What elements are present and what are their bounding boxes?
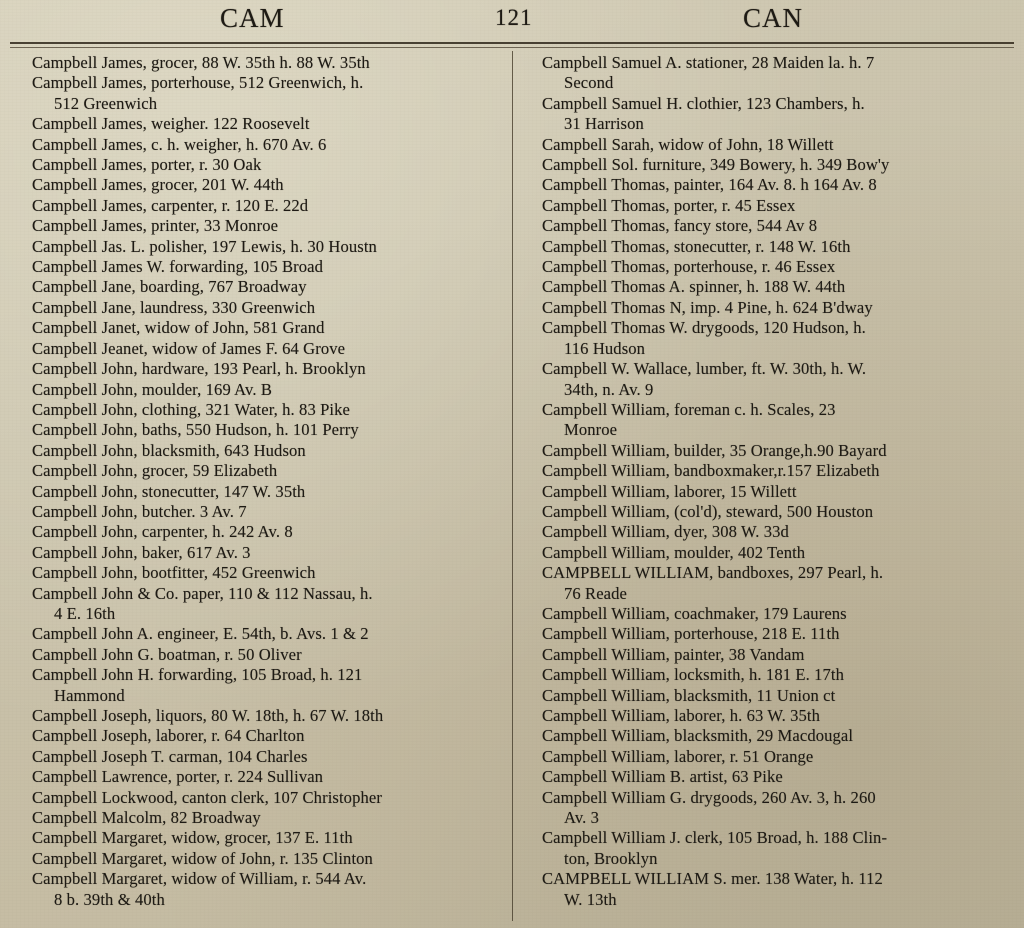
entry-line: Campbell William, porterhouse, 218 E. 11th [542,624,840,644]
entry-line: Campbell John, baker, 617 Av. 3 [32,542,251,562]
entry-continuation-line: Monroe [564,420,618,440]
entry-line: Campbell William J. clerk, 105 Broad, h. 188 Clin- [542,828,888,848]
directory-entry [526,502,1010,522]
entry-line: Campbell Thomas W. drygoods, 120 Hudson, h. [542,318,866,338]
entry-line: Campbell John, hardware, 193 Pearl, h. Brooklyn [32,359,366,379]
directory-entry [526,604,1010,624]
entry-line: Campbell Thomas N, imp. 4 Pine, h. 624 B'dway [542,297,873,317]
entry-line: Campbell Sarah, widow of John, 18 Willett [542,134,834,154]
entry-line: Campbell John, bootfitter, 452 Greenwich [32,563,316,583]
directory-entry [16,420,502,440]
entry-line: Campbell Margaret, widow of William, r. 544 Av. [32,869,367,889]
directory-entry [526,155,1010,175]
entry-line: Campbell Margaret, widow, grocer, 137 E. 11th [32,828,353,848]
entry-continuation-line: 76 Reade [564,583,628,603]
entry-continuation-line: 31 Harrison [564,114,644,134]
directory-entry [16,869,502,910]
column-left [8,51,512,927]
directory-entry [526,747,1010,767]
entry-line: Campbell John, carpenter, h. 242 Av. 8 [32,522,293,542]
entry-line: CAMPBELL WILLIAM S. mer. 138 Water, h. 112 [542,869,883,889]
directory-entry [526,237,1010,257]
catchword-right: CAN [743,3,804,33]
directory-entry [526,563,1010,604]
entry-line: Campbell John H. forwarding, 105 Broad, h. 121 [32,665,363,685]
entry-line: Campbell William G. drygoods, 260 Av. 3, h. 260 [542,787,876,807]
entry-line: Campbell William, dyer, 308 W. 33d [542,522,789,542]
entry-line: Campbell James, porter, r. 30 Oak [32,155,262,175]
directory-entry [16,441,502,461]
directory-entry [16,767,502,787]
directory-entry [526,135,1010,155]
directory-entry [16,747,502,767]
entry-line: Campbell Thomas, porter, r. 45 Essex [542,195,796,215]
entry-line: Campbell William, bandboxmaker,r.157 Elizabeth [542,461,880,481]
entry-line: Campbell John, baths, 550 Hudson, h. 101 Perry [32,420,359,440]
directory-entry [16,359,502,379]
entry-line: Campbell William, laborer, 15 Willett [542,481,797,501]
entry-line: Campbell John & Co. paper, 110 & 112 Nassau, h. [32,583,373,603]
directory-entry [16,175,502,195]
entry-line: Campbell James, carpenter, r. 120 E. 22d [32,195,309,215]
entry-line: Campbell Jane, boarding, 767 Broadway [32,277,307,297]
entry-line: Campbell William, blacksmith, 29 Macdougal [542,726,854,746]
entry-line: Campbell William, builder, 35 Orange,h.90 Bayard [542,440,887,460]
directory-entry [526,828,1010,869]
directory-entry [526,726,1010,746]
entry-continuation-line: 8 b. 39th & 40th [54,889,165,909]
entry-line: Campbell William, painter, 38 Vandam [542,644,805,664]
directory-entry [526,767,1010,787]
columns-container [8,51,1016,927]
directory-entry [526,645,1010,665]
entry-line: Campbell Jane, laundress, 330 Greenwich [32,297,316,317]
directory-entry [526,257,1010,277]
directory-entry [526,277,1010,297]
directory-entry [16,543,502,563]
directory-entry [526,216,1010,236]
directory-entry [526,441,1010,461]
directory-entry [16,135,502,155]
entry-line: Campbell William, laborer, r. 51 Orange [542,746,814,766]
entry-line: Campbell Thomas, painter, 164 Av. 8. h 164 Av. 8 [542,175,877,195]
entry-line: Campbell William, laborer, h. 63 W. 35th [542,706,820,725]
directory-entry [526,318,1010,359]
entry-line: Campbell Janet, widow of John, 581 Grand [32,318,325,338]
directory-entry [16,400,502,420]
entry-line: Campbell William B. artist, 63 Pike [542,767,783,787]
entry-line: Campbell William, blacksmith, 11 Union ct [542,685,836,705]
entry-line: Campbell John, clothing, 321 Water, h. 83 Pike [32,399,351,419]
directory-entry [16,339,502,359]
column-divider [512,51,513,921]
directory-entry [16,828,502,848]
entry-line: Campbell Joseph T. carman, 104 Charles [32,746,308,766]
directory-entry [526,94,1010,135]
entry-continuation-line: Av. 3 [564,808,600,828]
entry-line: Campbell William, foreman c. h. Scales, 23 [542,399,836,419]
entry-line: Campbell John, grocer, 59 Elizabeth [32,461,278,481]
entry-line: Campbell Thomas, fancy store, 544 Av 8 [542,216,818,236]
entry-line: Campbell Thomas, porterhouse, r. 46 Essex [542,257,836,277]
directory-entry [16,155,502,175]
directory-entry [526,788,1010,829]
directory-entry [526,359,1010,400]
entry-line: Campbell Lockwood, canton clerk, 107 Christopher [32,787,382,807]
entry-line: Campbell William, (col'd), steward, 500 Houston [542,501,874,521]
directory-entry [526,196,1010,216]
directory-entry [16,216,502,236]
directory-entry [16,706,502,726]
directory-entry [16,196,502,216]
entry-line: Campbell Samuel H. clothier, 123 Chambers, h. [542,93,865,113]
directory-entry [16,563,502,583]
entry-line: Campbell Samuel A. stationer, 28 Maiden la. h. 7 [542,53,875,72]
directory-entry [526,706,1010,726]
directory-entry [526,624,1010,644]
directory-entry [16,808,502,828]
entry-line: Campbell John, moulder, 169 Av. B [32,379,273,399]
directory-entry [526,665,1010,685]
entry-line: Campbell John, stonecutter, 147 W. 35th [32,481,306,501]
directory-entry [526,400,1010,441]
directory-entry [526,298,1010,318]
directory-entry [16,645,502,665]
directory-entry [16,53,502,73]
entry-line: Campbell Joseph, laborer, r. 64 Charlton [32,726,305,746]
directory-entry [526,461,1010,481]
directory-entry [526,686,1010,706]
entry-line: CAMPBELL WILLIAM, bandboxes, 297 Pearl, h. [542,563,884,583]
directory-entry [16,665,502,706]
directory-entry [16,788,502,808]
directory-entry [16,298,502,318]
directory-entry [16,624,502,644]
directory-entry [16,502,502,522]
entry-line: Campbell William, coachmaker, 179 Laurens [542,603,847,623]
header-rule [10,42,1014,48]
directory-entry [526,53,1010,94]
entry-line: Campbell Sol. furniture, 349 Bowery, h. 349 Bow'y [542,155,890,175]
entry-line: Campbell W. Wallace, lumber, ft. W. 30th, h. W. [542,359,867,379]
directory-entry [526,869,1010,910]
directory-entry [16,380,502,400]
directory-entry [16,461,502,481]
directory-entry [16,277,502,297]
entry-line: Campbell Malcolm, 82 Broadway [32,808,261,828]
directory-entry [16,584,502,625]
directory-entry [16,849,502,869]
entry-line: Campbell James, grocer, 201 W. 44th [32,175,284,195]
entry-line: Campbell William, moulder, 402 Tenth [542,542,806,562]
entry-line: Campbell James, printer, 33 Monroe [32,216,279,236]
entry-line: Campbell Thomas, stonecutter, r. 148 W. 16th [542,236,851,256]
entry-line: Campbell James, weigher. 122 Roosevelt [32,114,310,134]
entry-continuation-line: 34th, n. Av. 9 [564,379,654,399]
directory-entry [16,482,502,502]
entry-line: Campbell James, grocer, 88 W. 35th h. 88 W. 35th [32,53,370,72]
entry-line: Campbell Thomas A. spinner, h. 188 W. 44th [542,277,846,297]
entry-line: Campbell Jas. L. polisher, 197 Lewis, h. 30 Houstn [32,236,377,256]
entry-line: Campbell Jeanet, widow of James F. 64 Grove [32,338,346,358]
entry-line: Campbell Margaret, widow of John, r. 135 Clinton [32,848,373,868]
catchword-left: CAM [220,3,285,33]
entry-continuation-line: 116 Hudson [564,338,646,358]
directory-entry [16,522,502,542]
directory-entry [526,482,1010,502]
entry-line: Campbell Joseph, liquors, 80 W. 18th, h. 67 W. 18th [32,706,384,725]
directory-entry [16,114,502,134]
directory-entry [16,257,502,277]
directory-entry [16,726,502,746]
entry-line: Campbell William, locksmith, h. 181 E. 17th [542,665,844,685]
entry-continuation-line: Hammond [54,685,125,705]
entry-line: Campbell John, butcher. 3 Av. 7 [32,501,247,521]
entry-line: Campbell Lawrence, porter, r. 224 Sullivan [32,767,324,787]
entry-line: Campbell John G. boatman, r. 50 Oliver [32,644,302,664]
entry-continuation-line: 4 E. 16th [54,603,116,623]
entry-continuation-line: W. 13th [564,889,617,909]
directory-entry [526,522,1010,542]
entry-line: Campbell James, c. h. weigher, h. 670 Av. 6 [32,134,327,154]
entry-line: Campbell James, porterhouse, 512 Greenwich, h. [32,73,364,93]
entry-continuation-line: ton, Brooklyn [564,848,658,868]
directory-entry [16,237,502,257]
page-number: 121 [495,5,533,30]
entry-line: Campbell John, blacksmith, 643 Hudson [32,440,306,460]
page-header [8,0,1016,40]
directory-entry [526,543,1010,563]
directory-entry [16,318,502,338]
column-right [512,51,1016,927]
entry-continuation-line: Second [564,73,614,93]
entry-line: Campbell James W. forwarding, 105 Broad [32,257,324,277]
entry-continuation-line: 512 Greenwich [54,93,158,113]
directory-entry [16,73,502,114]
directory-entry [526,175,1010,195]
entry-line: Campbell John A. engineer, E. 54th, b. Avs. 1 & 2 [32,624,369,644]
